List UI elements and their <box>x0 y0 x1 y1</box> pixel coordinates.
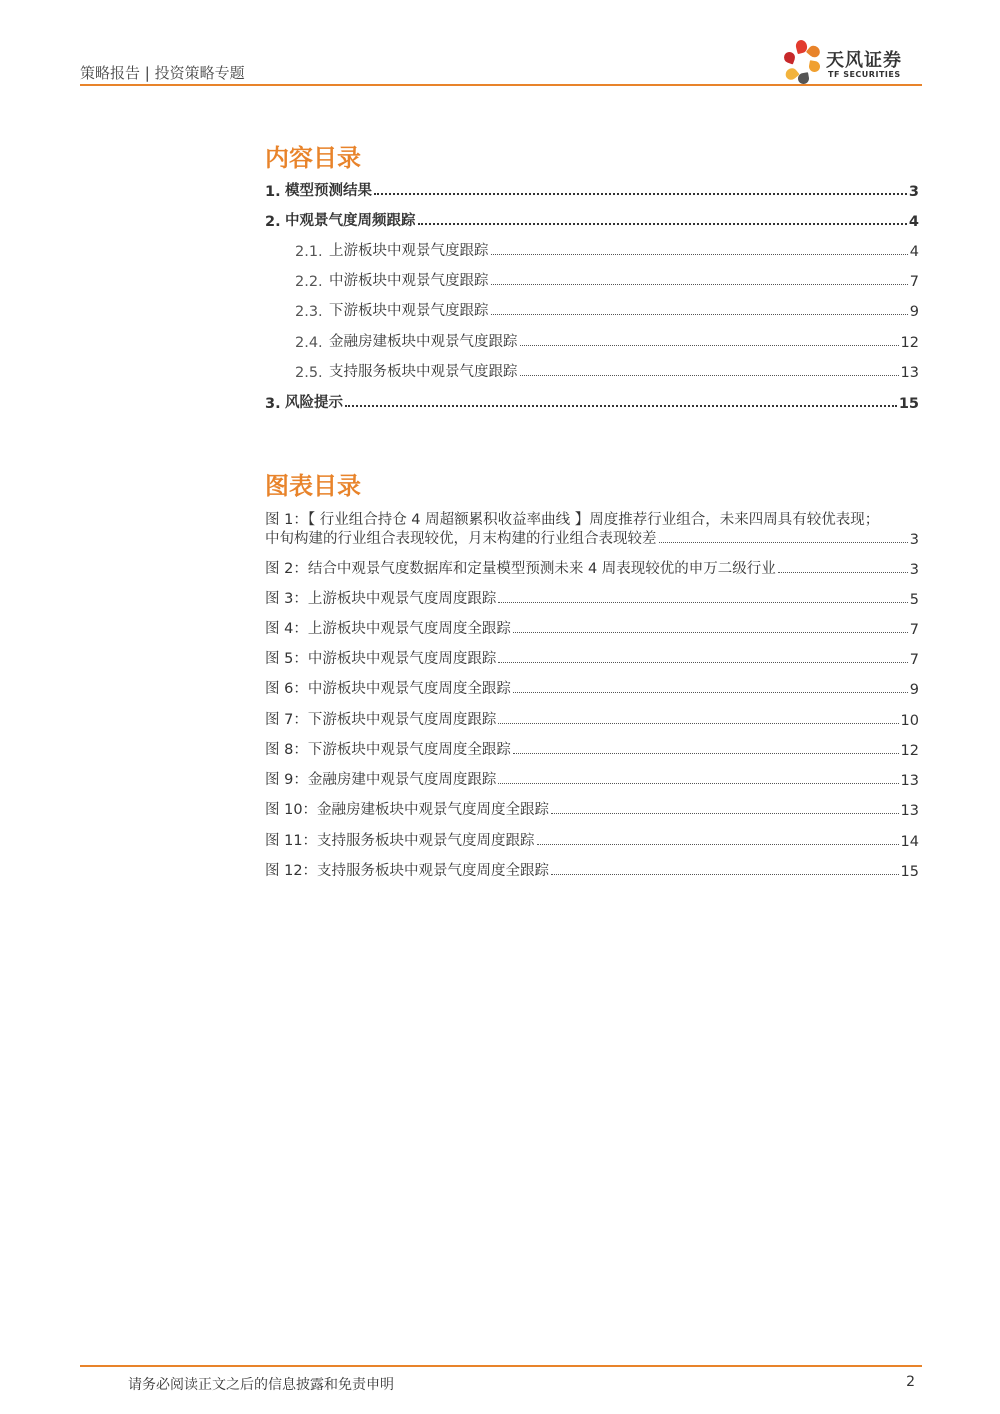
figure-entry-page: 7 <box>909 652 919 668</box>
toc-entry-page: 7 <box>909 274 919 290</box>
toc-entry-page: 4 <box>909 244 919 260</box>
figure-entry-page: 12 <box>900 743 919 759</box>
toc-entry-title: 下游板块中观景气度跟踪 <box>329 303 489 319</box>
figure-entry[interactable] <box>265 556 919 578</box>
page-number: 2 <box>906 1374 915 1390</box>
figure-entry-title: 图 2：结合中观景气度数据库和定量模型预测未来 4 周表现较优的申万二级行业 <box>265 561 776 577</box>
page-header <box>80 40 922 86</box>
leader-dots <box>513 632 908 633</box>
toc-entry-number: 2.4. <box>295 335 323 351</box>
leader-dots <box>491 254 908 255</box>
company-logo <box>782 40 922 86</box>
figure-entry[interactable] <box>265 586 919 608</box>
leader-dots <box>537 844 899 845</box>
figure-entry-title: 图 6：中游板块中观景气度周度全跟踪 <box>265 681 511 697</box>
toc-entry-page: 15 <box>898 396 919 412</box>
figure-entry[interactable] <box>265 646 919 668</box>
footer-divider <box>80 1365 922 1367</box>
toc-entry-number: 3. <box>265 396 281 412</box>
figure-entry[interactable] <box>265 737 919 759</box>
toc-entry-title: 风险提示 <box>285 395 343 411</box>
figures-heading: 图表目录 <box>265 472 361 500</box>
figure-entry-title: 图 5：中游板块中观景气度周度跟踪 <box>265 651 497 667</box>
toc-entry-page: 3 <box>908 184 919 200</box>
figure-entry-title: 图 7：下游板块中观景气度周度跟踪 <box>265 712 497 728</box>
figure-entry-title: 图 10：金融房建板块中观景气度周度全跟踪 <box>265 802 550 818</box>
toc-entry[interactable] <box>295 359 919 381</box>
figure-entry[interactable] <box>265 616 919 638</box>
leader-dots <box>778 572 908 573</box>
figure-entry-title: 图 9：金融房建中观景气度周度跟踪 <box>265 772 497 788</box>
leader-dots <box>551 874 898 875</box>
figure-entry-title: 图 4：上游板块中观景气度周度全跟踪 <box>265 621 511 637</box>
figure-entry-page: 7 <box>909 622 919 638</box>
leader-dots <box>513 692 908 693</box>
figure-entry-page: 9 <box>909 682 919 698</box>
figure-entry-title: 图 8：下游板块中观景气度周度全跟踪 <box>265 742 511 758</box>
toc-entry[interactable] <box>295 298 919 320</box>
toc-entry-page: 13 <box>900 365 919 381</box>
leader-dots <box>498 783 898 784</box>
leader-dots <box>520 345 899 346</box>
figure-entry[interactable] <box>265 858 919 880</box>
figure-entry-page: 3 <box>909 562 919 578</box>
logo-english-name: TF SECURITIES <box>828 70 901 79</box>
figure-entry-title: 图 11：支持服务板块中观景气度周度跟踪 <box>265 833 535 849</box>
contents-heading: 内容目录 <box>265 144 361 172</box>
toc-entry[interactable] <box>265 178 919 200</box>
toc-entry[interactable] <box>295 329 919 351</box>
figure-1-title-line1: 图 1：【 行业组合持仓 4 周超额累积收益率曲线 】周度推荐行业组合，未来四周具有较优表现； <box>265 512 880 528</box>
leader-dots <box>520 375 899 376</box>
leader-dots <box>551 813 898 814</box>
figure-entry-page: 10 <box>900 713 919 729</box>
toc-entry-page: 12 <box>900 335 919 351</box>
toc-entry-title: 上游板块中观景气度跟踪 <box>329 243 489 259</box>
figure-entry-page: 13 <box>900 773 919 789</box>
leader-dots <box>491 314 908 315</box>
figure-entry[interactable] <box>265 767 919 789</box>
figure-1-page: 3 <box>909 532 919 548</box>
figure-entry-page: 15 <box>900 864 919 880</box>
toc-entry-page: 9 <box>909 304 919 320</box>
figure-entry[interactable] <box>265 707 919 729</box>
toc-entry-number: 2.2. <box>295 274 323 290</box>
toc-entry[interactable] <box>295 268 919 290</box>
figure-entry-title: 图 3：上游板块中观景气度周度跟踪 <box>265 591 497 607</box>
toc-entry-page: 4 <box>908 214 919 230</box>
flower-logo-icon <box>782 40 824 86</box>
toc-entry[interactable] <box>265 208 919 230</box>
toc-entry-number: 2.5. <box>295 365 323 381</box>
header-divider <box>80 84 922 86</box>
header-title: 策略报告 | 投资策略专题 <box>80 64 245 82</box>
figure-entry-page: 13 <box>900 803 919 819</box>
toc-entry-title: 中观景气度周频跟踪 <box>285 213 416 229</box>
figure-entry[interactable] <box>265 828 919 850</box>
figure-entry-page: 5 <box>909 592 919 608</box>
leader-dots <box>498 723 898 724</box>
leader-dots <box>498 662 907 663</box>
toc-entry-number: 2.1. <box>295 244 323 260</box>
figure-1-entry[interactable] <box>265 526 919 548</box>
toc-entry-title: 支持服务板块中观景气度跟踪 <box>329 364 518 380</box>
toc-entry-number: 2.3. <box>295 304 323 320</box>
figure-entry-title: 图 12：支持服务板块中观景气度周度全跟踪 <box>265 863 550 879</box>
leader-dots <box>513 753 899 754</box>
toc-entry-title: 模型预测结果 <box>285 183 372 199</box>
leader-dots <box>418 223 907 225</box>
leader-dots <box>491 284 908 285</box>
leader-dots <box>659 542 908 543</box>
toc-entry[interactable] <box>295 238 919 260</box>
toc-entry-number: 2. <box>265 214 281 230</box>
figure-entry-page: 14 <box>900 834 919 850</box>
leader-dots <box>498 602 907 603</box>
toc-entry-title: 金融房建板块中观景气度跟踪 <box>329 334 518 350</box>
figure-entry[interactable] <box>265 797 919 819</box>
footer-disclaimer: 请务必阅读正文之后的信息披露和免责申明 <box>128 1377 394 1393</box>
leader-dots <box>374 193 907 195</box>
figure-1-title-line2: 中旬构建的行业组合表现较优，月末构建的行业组合表现较差 <box>265 531 657 547</box>
toc-entry-number: 1. <box>265 184 281 200</box>
leader-dots <box>345 405 897 407</box>
toc-entry-title: 中游板块中观景气度跟踪 <box>329 273 489 289</box>
toc-entry[interactable] <box>265 390 919 412</box>
figure-entry[interactable] <box>265 676 919 698</box>
logo-chinese-name: 天风证券 <box>826 50 902 71</box>
